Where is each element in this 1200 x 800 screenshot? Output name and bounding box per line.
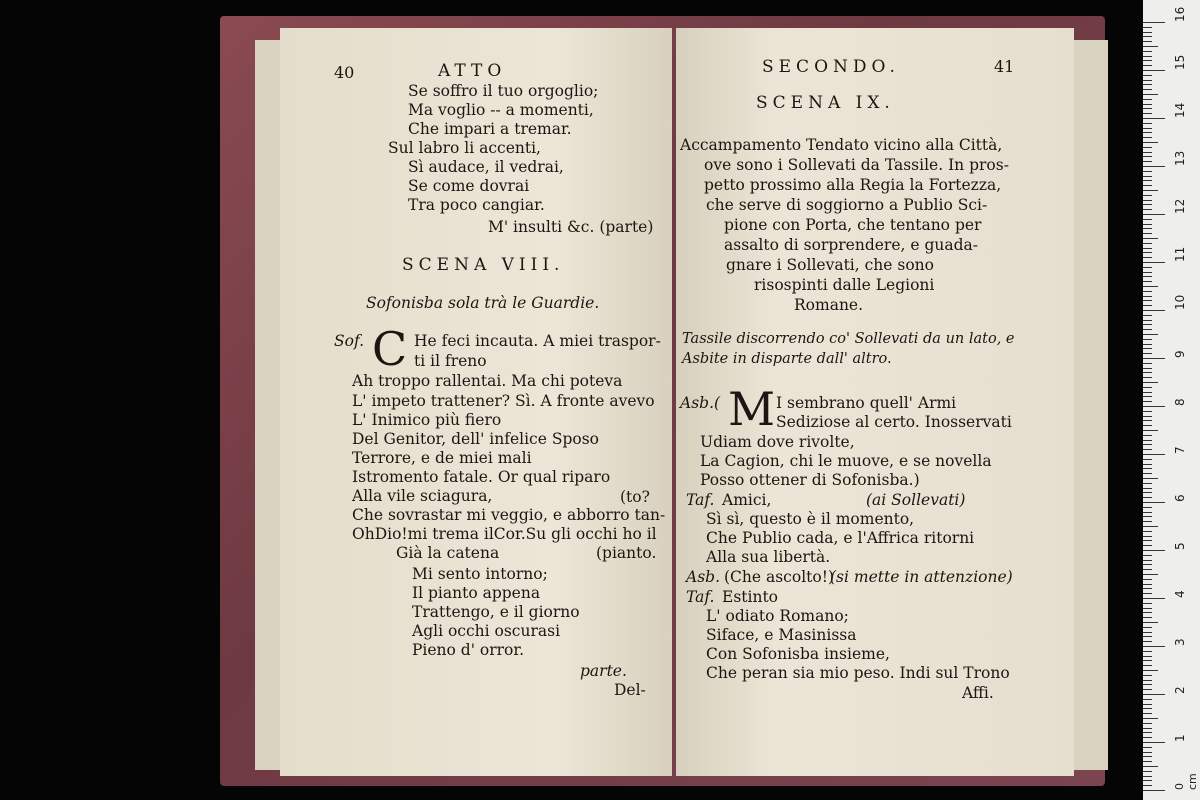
ruler-tick xyxy=(1143,200,1152,201)
speaker-label: Taf. xyxy=(686,491,715,509)
scene-title: SCENA VIII. xyxy=(402,255,565,275)
ruler-tick xyxy=(1143,358,1165,359)
ruler-tick xyxy=(1143,603,1152,604)
drop-cap: C xyxy=(372,322,408,376)
ruler-tick xyxy=(1143,214,1165,215)
ruler-tick xyxy=(1143,531,1152,532)
ruler-tick xyxy=(1143,478,1158,479)
text-line: Già la catena xyxy=(396,544,500,562)
stage-direction: Asbite in disparte dall' altro. xyxy=(682,351,892,367)
ruler-tick xyxy=(1143,593,1152,594)
ruler-tick xyxy=(1143,281,1152,282)
ruler-tick xyxy=(1143,219,1152,220)
ruler-tick xyxy=(1143,430,1158,431)
ruler-tick xyxy=(1143,296,1152,297)
ruler-tick xyxy=(1143,80,1152,81)
ruler-tick xyxy=(1143,761,1152,762)
verse-line: Ma voglio -- a momenti, xyxy=(408,101,594,119)
ruler-number: 9 xyxy=(1173,350,1187,358)
ruler-tick xyxy=(1143,598,1165,599)
ruler-tick xyxy=(1143,756,1152,757)
ruler-number: 3 xyxy=(1173,638,1187,646)
text-line: Ah troppo rallentai. Ma chi poteva xyxy=(352,372,623,390)
ruler-tick xyxy=(1143,248,1152,249)
text-line: Sì sì, questo è il momento, xyxy=(706,510,915,528)
ruler-tick xyxy=(1143,84,1152,85)
ruler-tick xyxy=(1143,305,1152,306)
ruler-tick xyxy=(1143,454,1165,455)
ruler-tick xyxy=(1143,646,1165,647)
ruler-tick xyxy=(1143,190,1158,191)
ruler-number: 13 xyxy=(1173,150,1187,166)
text-line: Che Publio cada, e l'Affrica ritorni xyxy=(706,529,975,547)
text-line: I sembrano quell' Armi xyxy=(776,394,957,412)
ruler-tick xyxy=(1143,123,1152,124)
ruler-tick xyxy=(1143,70,1165,71)
ruler-tick xyxy=(1143,310,1165,311)
ruler-tick xyxy=(1143,185,1152,186)
ruler-tick xyxy=(1143,276,1152,277)
text-line: Udiam dove rivolte, xyxy=(700,433,855,451)
ruler-tick xyxy=(1143,396,1152,397)
verse-line: Se soffro il tuo orgoglio; xyxy=(408,82,599,100)
ruler-tick xyxy=(1143,464,1152,465)
ruler-tick xyxy=(1143,243,1152,244)
ruler-tick xyxy=(1143,641,1152,642)
catchword: Affi. xyxy=(962,684,994,702)
text-line: OhDio!mi trema ilCor.Su gli occhi ho il xyxy=(352,525,657,543)
ruler-tick xyxy=(1143,56,1152,57)
stage-note: (si mette in attenzione) xyxy=(830,568,1013,586)
page-number: 41 xyxy=(994,57,1015,76)
verse-line: Tra poco cangiar. xyxy=(408,196,545,214)
ruler-tick xyxy=(1143,65,1152,66)
text-line: L' Inimico più fiero xyxy=(352,411,502,429)
ruler-tick xyxy=(1143,108,1152,109)
verse-line: M' insulti &c. (parte) xyxy=(488,218,654,236)
ruler-tick xyxy=(1143,617,1152,618)
ruler-tick xyxy=(1143,526,1158,527)
ruler-tick xyxy=(1143,291,1152,292)
ruler-tick xyxy=(1143,555,1152,556)
text-line: Posso ottener di Sofonisba.) xyxy=(700,471,920,489)
ruler-number: 8 xyxy=(1173,398,1187,406)
ruler-tick xyxy=(1143,344,1152,345)
ruler-tick xyxy=(1143,713,1152,714)
text-line: Con Sofonisba insieme, xyxy=(706,645,890,663)
ruler-tick xyxy=(1143,512,1152,513)
ruler-tick xyxy=(1143,348,1152,349)
ruler-tick xyxy=(1143,670,1158,671)
ruler-number: 12 xyxy=(1173,198,1187,214)
ruler-tick xyxy=(1143,588,1152,589)
ruler-tick xyxy=(1143,440,1152,441)
ruler-tick xyxy=(1143,516,1152,517)
ruler-tick xyxy=(1143,612,1152,613)
setting-line: ove sono i Sollevati da Tassile. In pros- xyxy=(704,156,1009,174)
exit-direction: parte. xyxy=(580,662,627,680)
ruler-tick xyxy=(1143,771,1152,772)
ruler-tick xyxy=(1143,742,1165,743)
ruler-tick xyxy=(1143,411,1152,412)
ruler-tick xyxy=(1143,425,1152,426)
ruler-tick xyxy=(1143,704,1152,705)
ruler-tick xyxy=(1143,665,1152,666)
ruler-number: 15 xyxy=(1173,54,1187,70)
running-head: ATTO xyxy=(438,61,507,81)
ruler-number: 10 xyxy=(1173,294,1187,310)
left-page xyxy=(280,28,672,776)
ruler-tick xyxy=(1143,180,1152,181)
ruler-tick xyxy=(1143,32,1152,33)
ruler-tick xyxy=(1143,152,1152,153)
ruler-number: 1 xyxy=(1173,734,1187,742)
ruler-tick xyxy=(1143,608,1152,609)
ruler-tick xyxy=(1143,161,1152,162)
ruler-tick xyxy=(1143,492,1152,493)
ruler-tick xyxy=(1143,363,1152,364)
setting-line: Accampamento Tendato vicino alla Città, xyxy=(680,136,1003,154)
running-head: SECONDO. xyxy=(762,57,900,77)
ruler-tick xyxy=(1143,718,1158,719)
ruler-tick xyxy=(1143,651,1152,652)
ruler-tick xyxy=(1143,257,1152,258)
text-line: Istromento fatale. Or qual riparo xyxy=(352,468,611,486)
ruler-tick xyxy=(1143,166,1165,167)
ruler-tick xyxy=(1143,584,1152,585)
ruler-tick xyxy=(1143,272,1152,273)
ruler-tick xyxy=(1143,728,1152,729)
ruler-tick xyxy=(1143,737,1152,738)
ruler-number: 11 xyxy=(1173,246,1187,262)
ruler-tick xyxy=(1143,387,1152,388)
ruler-tick xyxy=(1143,560,1152,561)
ruler-tick xyxy=(1143,118,1165,119)
ruler-tick xyxy=(1143,497,1152,498)
ruler-tick xyxy=(1143,195,1152,196)
speaker-label: Asb. xyxy=(686,568,720,586)
ruler-tick xyxy=(1143,627,1152,628)
ruler-tick xyxy=(1143,51,1152,52)
ruler-tick xyxy=(1143,483,1152,484)
verse-line: Se come dovrai xyxy=(408,177,530,195)
page-number: 40 xyxy=(334,63,355,82)
setting-line: che serve di soggiorno a Publio Sci- xyxy=(706,196,988,214)
ruler-number: 14 xyxy=(1173,102,1187,118)
ruler-tick xyxy=(1143,176,1152,177)
ruler-tick xyxy=(1143,660,1152,661)
text-line: Siface, e Masinissa xyxy=(706,626,857,644)
stage-direction: Tassile discorrendo co' Sollevati da un lato, e xyxy=(682,331,1015,347)
text-line: L' odiato Romano; xyxy=(706,607,849,625)
ruler-tick xyxy=(1143,699,1152,700)
ruler-tick xyxy=(1143,324,1152,325)
ruler-tick xyxy=(1143,574,1158,575)
margin-note: (to? xyxy=(620,488,650,506)
ruler-tick xyxy=(1143,444,1152,445)
ruler-tick xyxy=(1143,339,1152,340)
ruler-tick xyxy=(1143,89,1152,90)
ruler-tick xyxy=(1143,128,1152,129)
ruler-number: 7 xyxy=(1173,446,1187,454)
ruler-tick xyxy=(1143,468,1152,469)
ruler-tick xyxy=(1143,171,1152,172)
ruler-tick xyxy=(1143,233,1152,234)
ruler-tick xyxy=(1143,689,1152,690)
margin-note: (pianto. xyxy=(596,544,657,562)
text-line: L' impeto trattener? Sì. A fronte avevo xyxy=(352,392,655,410)
setting-line: gnare i Sollevati, che sono xyxy=(726,256,934,274)
ruler-tick xyxy=(1143,708,1152,709)
ruler-tick xyxy=(1143,137,1152,138)
ruler-tick xyxy=(1143,684,1152,685)
ruler-tick xyxy=(1143,329,1152,330)
text-line: Alla vile sciagura, xyxy=(352,487,493,505)
verse-line: Che impari a tremar. xyxy=(408,120,572,138)
speaker-label: Sof. xyxy=(334,332,365,350)
speaker-label: Asb.( xyxy=(680,394,721,412)
text-line: La Cagion, chi le muove, e se novella xyxy=(700,452,992,470)
ruler-tick xyxy=(1143,776,1152,777)
ruler-tick xyxy=(1143,732,1152,733)
ruler-tick xyxy=(1143,785,1152,786)
ruler-tick xyxy=(1143,521,1152,522)
verse-line: Sì audace, il vedrai, xyxy=(408,158,564,176)
text-line: Estinto xyxy=(722,588,778,606)
aria-line: Il pianto appena xyxy=(412,584,541,602)
measurement-ruler xyxy=(1143,0,1200,800)
drop-cap: M xyxy=(728,382,776,436)
ruler-tick xyxy=(1143,392,1152,393)
ruler-tick xyxy=(1143,142,1158,143)
ruler-tick xyxy=(1143,252,1152,253)
ruler-tick xyxy=(1143,238,1158,239)
text-line: Terrore, e de miei mali xyxy=(352,449,532,467)
page-edges-left xyxy=(255,40,281,770)
setting-line: risospinti dalle Legioni xyxy=(754,276,935,294)
ruler-number: 16 xyxy=(1173,6,1187,22)
ruler-tick xyxy=(1143,680,1152,681)
setting-line: pione con Porta, che tentano per xyxy=(724,216,982,234)
setting-line: petto prossimo alla Regia la Fortezza, xyxy=(704,176,1002,194)
ruler-tick xyxy=(1143,372,1152,373)
ruler-tick xyxy=(1143,790,1165,791)
ruler-tick xyxy=(1143,473,1152,474)
setting-line: assalto di sorprendere, e guada- xyxy=(724,236,979,254)
ruler-tick xyxy=(1143,747,1152,748)
ruler-tick xyxy=(1143,209,1152,210)
ruler-tick xyxy=(1143,766,1158,767)
ruler-tick xyxy=(1143,569,1152,570)
ruler-tick xyxy=(1143,545,1152,546)
ruler-tick xyxy=(1143,60,1152,61)
ruler-tick xyxy=(1143,656,1152,657)
ruler-tick xyxy=(1143,622,1158,623)
ruler-tick xyxy=(1143,368,1152,369)
ruler-tick xyxy=(1143,156,1152,157)
ruler-tick xyxy=(1143,27,1152,28)
aria-line: Agli occhi oscurasi xyxy=(412,622,561,640)
catchword: Del- xyxy=(614,681,646,699)
ruler-tick xyxy=(1143,334,1158,335)
text-line: He feci incauta. A miei traspor- xyxy=(414,332,661,350)
ruler-tick xyxy=(1143,694,1165,695)
ruler-tick xyxy=(1143,224,1152,225)
ruler-tick xyxy=(1143,502,1165,503)
aria-line: Pieno d' orror. xyxy=(412,641,525,659)
ruler-tick xyxy=(1143,507,1152,508)
ruler-tick xyxy=(1143,99,1152,100)
ruler-tick xyxy=(1143,636,1152,637)
ruler-tick xyxy=(1143,75,1152,76)
scene-title: SCENA IX. xyxy=(756,93,895,113)
ruler-number: 6 xyxy=(1173,494,1187,502)
text-line: Sediziose al certo. Inosservati xyxy=(776,413,1012,431)
text-line: (Che ascolto!) xyxy=(724,568,834,586)
aria-line: Mi sento intorno; xyxy=(412,565,548,583)
ruler-tick xyxy=(1143,94,1158,95)
ruler-tick xyxy=(1143,377,1152,378)
ruler-tick xyxy=(1143,550,1165,551)
aria-line: Trattengo, e il giorno xyxy=(412,603,580,621)
ruler-tick xyxy=(1143,675,1152,676)
ruler-tick xyxy=(1143,420,1152,421)
ruler-number: 4 xyxy=(1173,590,1187,598)
ruler-tick xyxy=(1143,41,1152,42)
ruler-tick xyxy=(1143,382,1158,383)
stage-direction: Sofonisba sola trà le Guardie. xyxy=(366,294,600,312)
setting-line: Romane. xyxy=(794,296,864,314)
ruler-tick xyxy=(1143,300,1152,301)
ruler-tick xyxy=(1143,262,1165,263)
ruler-tick xyxy=(1143,132,1152,133)
ruler-tick xyxy=(1143,320,1152,321)
page-edges-right xyxy=(1072,40,1108,770)
ruler-tick xyxy=(1143,104,1152,105)
ruler-tick xyxy=(1143,540,1152,541)
ruler-tick xyxy=(1143,579,1152,580)
ruler-tick xyxy=(1143,22,1165,23)
text-line: Che peran sia mio peso. Indi sul Trono xyxy=(706,664,1010,682)
ruler-tick xyxy=(1143,564,1152,565)
ruler-unit-label: 0 cm xyxy=(1173,773,1199,790)
ruler-tick xyxy=(1143,315,1152,316)
text-line: Amici, xyxy=(722,491,772,509)
ruler-tick xyxy=(1143,752,1152,753)
ruler-tick xyxy=(1143,435,1152,436)
ruler-tick xyxy=(1143,459,1152,460)
ruler-tick xyxy=(1143,353,1152,354)
ruler-tick xyxy=(1143,780,1152,781)
text-line: Alla sua libertà. xyxy=(706,548,831,566)
ruler-number: 2 xyxy=(1173,686,1187,694)
ruler-tick xyxy=(1143,723,1152,724)
ruler-tick xyxy=(1143,488,1152,489)
right-page xyxy=(676,28,1074,776)
speaker-label: Taf. xyxy=(686,588,715,606)
ruler-tick xyxy=(1143,147,1152,148)
verse-line: Sul labro li accenti, xyxy=(388,139,541,157)
text-line: Del Genitor, dell' infelice Sposo xyxy=(352,430,600,448)
text-line: Che sovrastar mi veggio, e abborro tan- xyxy=(352,506,666,524)
ruler-tick xyxy=(1143,228,1152,229)
ruler-tick xyxy=(1143,632,1152,633)
ruler-tick xyxy=(1143,46,1158,47)
ruler-tick xyxy=(1143,449,1152,450)
ruler-tick xyxy=(1143,113,1152,114)
ruler-tick xyxy=(1143,416,1152,417)
ruler-number: 5 xyxy=(1173,542,1187,550)
ruler-tick xyxy=(1143,401,1152,402)
ruler-tick xyxy=(1143,286,1158,287)
ruler-tick xyxy=(1143,406,1165,407)
ruler-tick xyxy=(1143,36,1152,37)
ruler-tick xyxy=(1143,536,1152,537)
ruler-tick xyxy=(1143,204,1152,205)
stage-note: (ai Sollevati) xyxy=(866,491,966,509)
ruler-tick xyxy=(1143,267,1152,268)
text-line: ti il freno xyxy=(414,352,487,370)
